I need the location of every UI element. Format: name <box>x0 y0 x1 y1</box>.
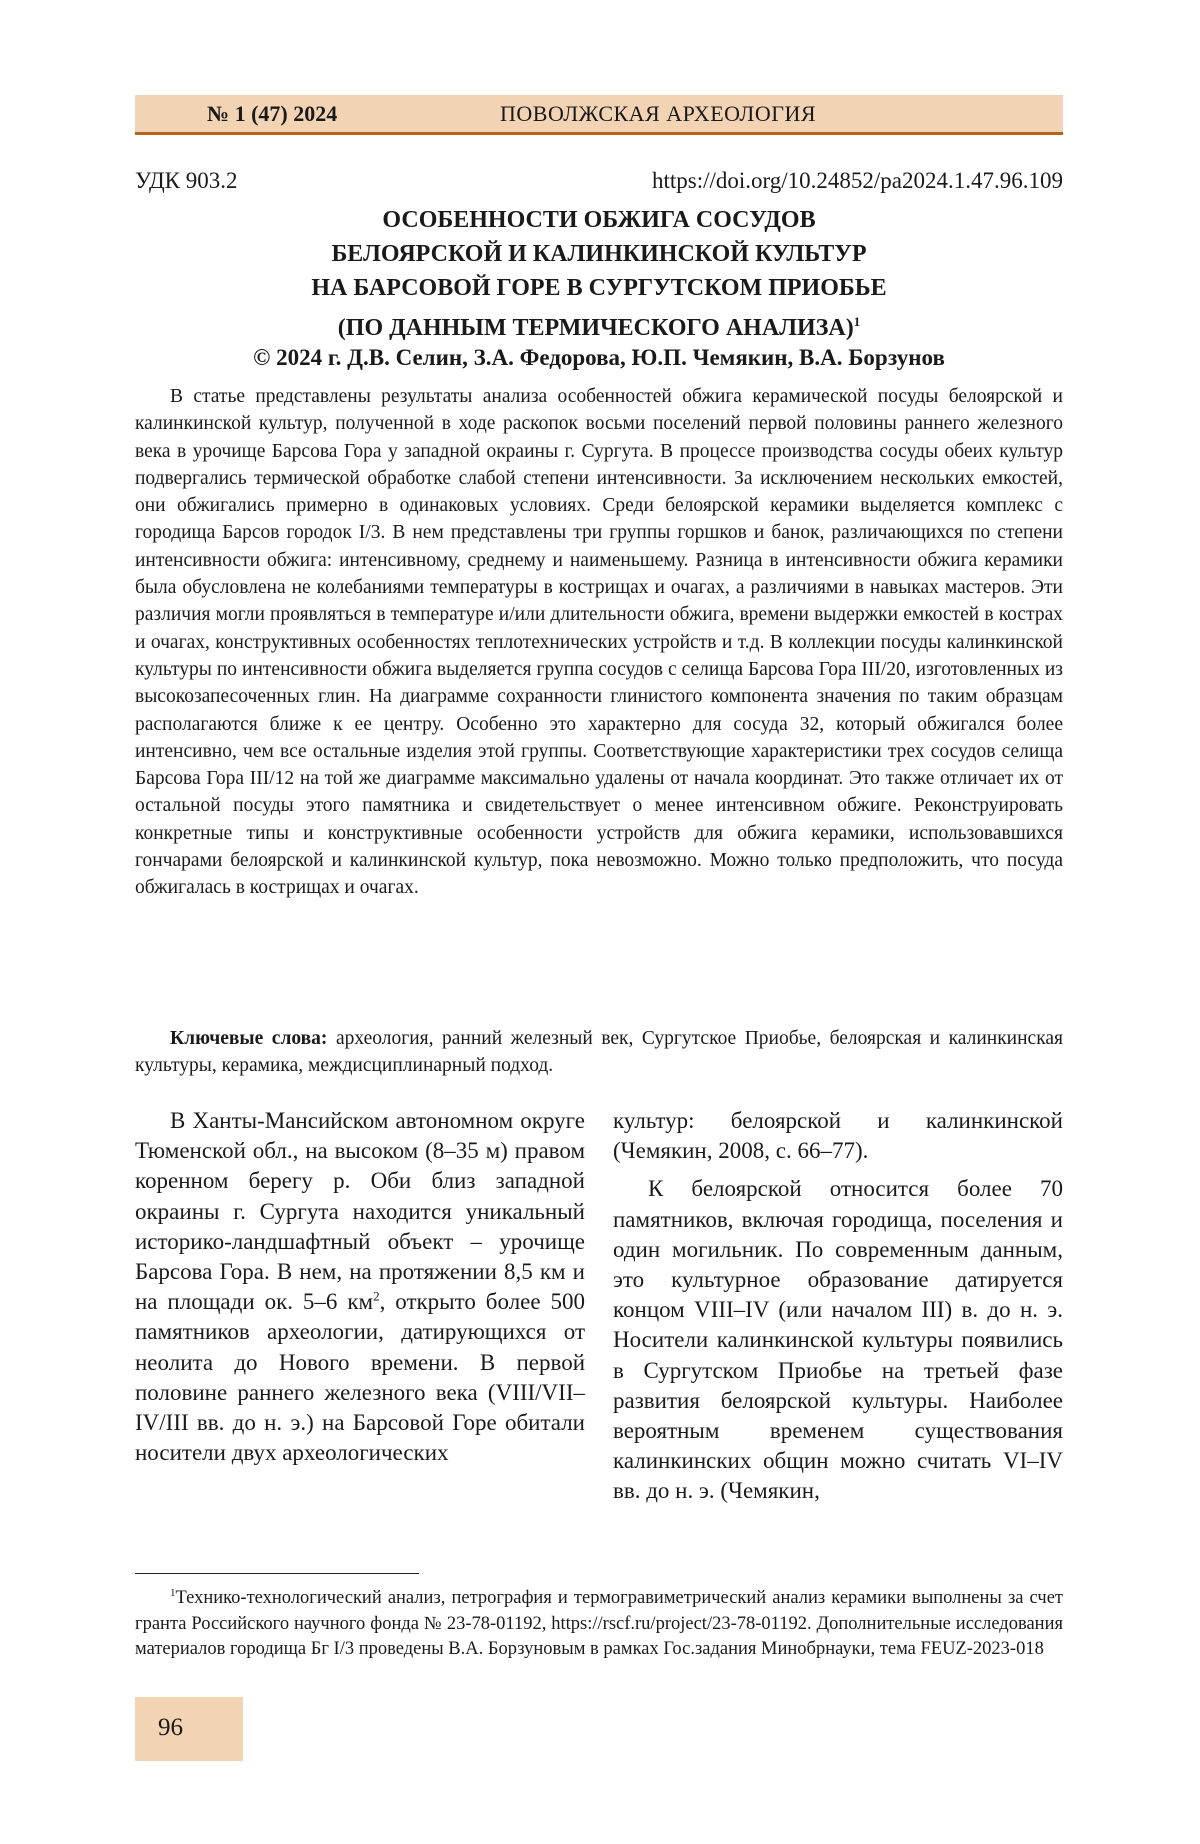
title-line <box>135 305 1063 345</box>
issue-number: № 1 (47) 2024 <box>207 101 338 126</box>
body-paragraph: культур: белоярской и калинкинской (Чемякин, 2008, с. 66–77). <box>613 1108 1063 1164</box>
footnote <box>135 1581 1063 1663</box>
body-column-right <box>613 1106 1063 1507</box>
doi-link[interactable]: https://doi.org/10.24852/pa2024.1.47.96.109 <box>651 168 1063 193</box>
title-line: НА БАРСОВОЙ ГОРЕ В СУРГУТСКОМ ПРИОБЬЕ <box>311 275 887 301</box>
title-footnote-mark[interactable]: 1 <box>853 314 861 329</box>
page-number-box <box>135 1697 243 1761</box>
title-line-text: (ПО ДАННЫМ ТЕРМИЧЕСКОГО АНАЛИЗА) <box>337 315 854 341</box>
footnote-mark: 1 <box>170 1587 176 1599</box>
body-text: , открыто более 500 памятников археологии, датирующихся от неолита до Нового времени. В первой половине раннего железного века (VIII/VII–IV/III вв. до н. э.) на Барсовой Горе обитали носители двух археологических <box>135 1289 586 1466</box>
footnote-text: Технико-технологический анализ, петрография и термогравиметрический анализ керамики выполнены за счет гранта Российского научного фонда № 23-78-01192, https://rscf.ru/project/23-78-01192. Дополнительные исследования материалов городища Бг I/3 проведены В.А. Борзуновым в рамках Гос.задания Минобрнауки, тема FEUZ-2023-018 <box>135 1588 1063 1660</box>
udk-code: УДК 903.2 <box>135 168 238 193</box>
superscript: 2 <box>373 1288 380 1304</box>
body-column-left <box>135 1106 585 1468</box>
journal-title: ПОВОЛЖСКАЯ АРХЕОЛОГИЯ <box>500 101 817 126</box>
keywords-label: Ключевые слова: <box>170 1028 328 1049</box>
body-paragraph <box>135 1106 585 1468</box>
title-line: БЕЛОЯРСКОЙ И КАЛИНКИНСКОЙ КУЛЬТУР <box>331 241 867 267</box>
body-text: В Ханты-Мансийском автономном округе Тюменской обл., на высоком (8–35 м) правом коренном берегу р. Оби близ западной окраины г. Сургута находится уникальный историко-ландшафтный объект – урочище Барсова Гора. В нем, на протяжении 8,5 км и на площади ок. 5–6 км <box>135 1108 585 1315</box>
page-number: 96 <box>158 1714 183 1741</box>
article-authors: © 2024 г. Д.В. Селин, З.А. Федорова, Ю.П. Чемякин, В.А. Борзунов <box>253 345 945 370</box>
footnote-divider <box>135 1573 419 1574</box>
body-paragraph: К белоярской относится более 70 памятников, включая городища, поселения и один могильник. По современным данным, это культурное образование датируется концом VIII–IV (или началом III) в. до н. э. Носители калинкинской культуры появились в Сургутском Приобье на третьей фазе развития белоярской культуры. Наиболее вероятным временем существования калинкинских общин можно считать VI–IV вв. до н. э. (Чемякин, <box>613 1176 1063 1504</box>
article-abstract: В статье представлены результаты анализа особенностей обжига керамической посуды белоярской и калинкинской культур, полученной в ходе раскопок восьми поселений первой половины раннего железного века в урочище Барсова Гора у западной окраины г. Сургута. В процессе производства сосуды обеих культур подвергались термической обработке слабой степени интенсивности. За исключением нескольких емкостей, они обжигались примерно в одинаковых условиях. Среди белоярской керамики выделяется комплекс с городища Барсов городок I/3. В нем представлены три группы горшков и банок, различающихся по степени интенсивности обжига: интенсивному, среднему и наименьшему. Разница в интенсивности обжига керамики была обусловлена не колебаниями температуры в кострищах и очагах, а различиями в навыках мастеров. Эти различия могли проявляться в температуре и/или длительности обжига, времени выдержки емкостей в кострах и очагах, конструктивных особенностях теплотехнических устройств и т.д. В коллекции посуды калинкинской культуры по интенсивности обжига выделяется группа сосудов с селища Барсова Гора III/20, изготовленных из высокозапесоченных глин. На диаграмме сохранности глинистого компонента значения по таким образцам располагаются ближе к ее центру. Особенно это характерно для сосуда 32, который обжигался более интенсивно, чем все остальные изделия этой группы. Соответствующие характеристики трех сосудов селища Барсова Гора III/12 на той же диаграмме максимально удалены от начала координат. Это также отличает их от остальной посуды этого памятника и свидетельствует о менее интенсивном обжиге. Реконструировать конкретные типы и конструктивные особенности устройств для обжига керамики, использовавшихся гончарами белоярской и калинкинской культур, пока невозможно. Можно только предположить, что посуда обжигалась в кострищах и очагах. <box>135 386 1063 899</box>
article-keywords <box>135 1025 1063 1079</box>
journal-header-bar <box>135 95 1063 135</box>
keywords-text: археология, ранний железный век, Сургутское Приобье, белоярская и калинкинская культуры, керамика, междисциплинарный подход. <box>135 1028 1064 1076</box>
title-line: ОСОБЕННОСТИ ОБЖИГА СОСУДОВ <box>382 207 816 233</box>
article-title <box>135 203 1063 345</box>
